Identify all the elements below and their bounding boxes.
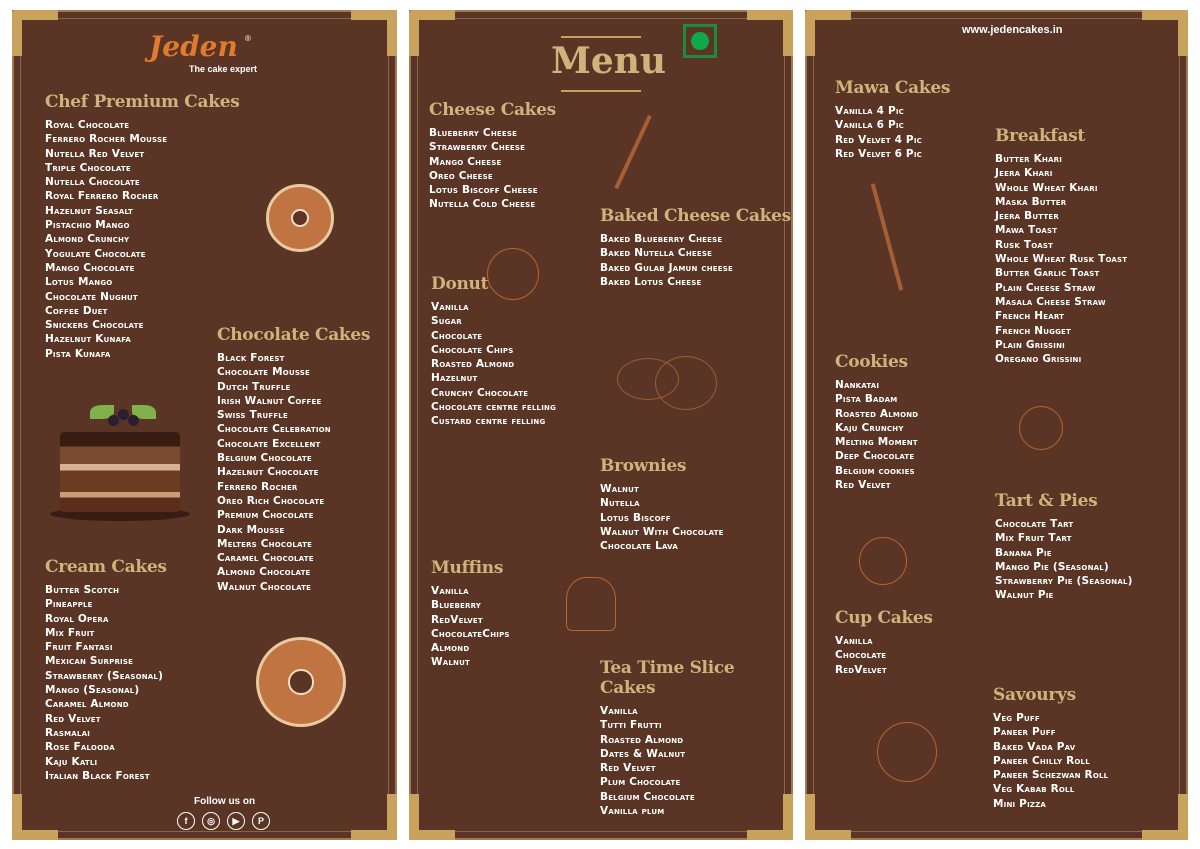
menu-item: Hazelnut Chocolate [217,466,319,479]
gold-corner-ornament [351,794,397,840]
menu-item: Nutella Cold Cheese [429,198,536,211]
section-title: Muffins [431,558,504,578]
menu-item: Butter Khari [995,153,1063,165]
item-list [995,517,1133,603]
menu-item: Pineapple [45,598,93,611]
menu-item: Walnut With Chocolate [600,525,724,538]
menu-item: Hazelnut Kunafa [45,333,131,346]
section-title: Chef Premium Cakes [45,92,240,112]
menu-item: Baked Vada Pav [993,740,1076,753]
menu-item: Premium Chocolate [217,509,314,522]
section-cheese-cakes [429,100,556,212]
menu-item: Plain Grissini [995,338,1065,351]
menu-item: Melting Moment [835,436,918,449]
section-muffins [431,558,510,670]
menu-item: Chocolate centre felling [431,401,557,414]
item-list [600,704,791,818]
menu-item: Custard centre felling [431,415,546,428]
menu-item: Lotus Biscoff [600,511,671,524]
cookie-doodle-icon [859,537,907,585]
gold-corner-ornament [1142,794,1188,840]
youtube-icon[interactable]: ▶ [227,812,245,830]
cinnamon-roll-doodle-icon [877,722,937,782]
menu-item: Lotus Mango [45,276,113,289]
section-savourys [993,685,1108,811]
item-list [835,634,933,677]
menu-item: Walnut [431,656,470,669]
cupcake-doodle-icon [566,577,616,631]
menu-item: Crunchy Chocolate [431,386,529,399]
section-title: Tea Time Slice Cakes [600,658,735,698]
menu-item: Swiss Truffle [217,409,288,422]
section-title: Baked Cheese Cakes [600,206,791,226]
menu-item: Chocolate Mousse [217,366,310,379]
menu-item: Pista Badam [835,393,898,406]
gold-corner-ornament [409,794,455,840]
menu-item: Mawa Toast [995,224,1058,237]
menu-item: Chocolate Nughut [45,290,138,303]
menu-item: Chocolate [835,649,887,662]
menu-item: Dates & Walnut [600,747,686,760]
menu-item: Melters Chocolate [217,537,313,550]
menu-item: Royal Opera [45,612,109,625]
menu-item: Paneer Schezwan Roll [993,769,1109,782]
menu-item: Yogulate Chocolate [45,247,146,260]
menu-item: Masala Cheese Straw [995,295,1106,308]
menu-item: Oreo Rich Chocolate [217,494,325,507]
section-title: Cream Cakes [45,557,167,577]
menu-item: Belgium Chocolate [600,790,695,803]
menu-item: Vanilla [835,635,873,647]
menu-item: RedVelvet [431,613,483,626]
section-cream-cakes [45,557,167,783]
menu-item: Ferrero Rocher [217,480,298,493]
flourish-divider [561,36,641,38]
section-title: Mawa Cakes [835,78,951,98]
flourish-divider [561,90,641,92]
section-title: Savourys [993,685,1076,705]
menu-item: Pistachio Mango [45,219,130,232]
menu-item: Hazelnut Seasalt [45,204,133,217]
menu-item: Belgium Chocolate [217,452,312,465]
gold-corner-ornament [805,10,851,56]
item-list [993,711,1108,811]
menu-item: Strawberry (Seasonal) [45,669,164,682]
gold-corner-ornament [805,794,851,840]
section-title: Breakfast [995,126,1085,146]
menu-item: Walnut [600,483,639,495]
wheat-doodle-icon [871,183,903,290]
veg-symbol-icon [683,24,717,58]
menu-item: Baked Nutella Cheese [600,247,713,260]
menu-item: Blueberry Cheese [429,127,518,139]
menu-item: Mix Fruit Tart [995,532,1072,545]
menu-item: Red Velvet 4 Pic [835,133,922,146]
menu-item: Chocolate Tart [995,518,1074,530]
section-title: Chocolate Cakes [217,325,371,345]
menu-item: Nutella Red Velvet [45,147,145,160]
website-link[interactable]: www.jedencakes.in [962,24,1063,36]
item-list [600,232,791,289]
menu-item: Italian Black Forest [45,769,150,782]
menu-item: Roasted Almond [600,733,684,746]
menu-item: Chocolate Excellent [217,437,321,450]
menu-item: Veg Puff [993,712,1040,724]
menu-item: Rasmalai [45,726,91,739]
menu-item: Baked Blueberry Cheese [600,233,723,245]
menu-item: Vanilla [431,585,469,597]
section-donut [431,274,556,429]
menu-item: Snickers Chocolate [45,319,144,332]
wheat-doodle-icon [614,115,651,189]
item-list [429,126,556,212]
gold-corner-ornament [747,10,793,56]
menu-item: Whole Wheat Khari [995,181,1098,194]
menu-item: Royal Ferrero Rocher [45,190,159,203]
section-title: Donut [431,274,489,294]
section-tart-pies [995,491,1133,603]
item-list [600,482,724,553]
menu-item: Butter Garlic Toast [995,267,1100,280]
section-title: Cookies [835,352,908,372]
menu-item: Kaju Katli [45,755,98,768]
menu-item: Nutella [600,497,640,510]
menu-item: Sugar [431,315,462,328]
item-list [995,152,1127,366]
menu-item: Walnut Pie [995,589,1054,602]
section-title: Tart & Pies [995,491,1098,511]
menu-item: Kaju Crunchy [835,421,904,434]
gold-corner-ornament [351,10,397,56]
gold-corner-ornament [12,10,58,56]
menu-item: RedVelvet [835,663,887,676]
menu-item: Banana Pie [995,546,1052,559]
menu-item: Baked Gulab Jamun cheese [600,261,733,274]
chocolate-cake-illustration [50,397,190,527]
menu-item: ChocolateChips [431,627,510,640]
menu-item: Hazelnut [431,372,478,385]
menu-item: Caramel Almond [45,698,129,711]
section-cup-cakes [835,608,933,677]
menu-item: Black Forest [217,352,285,364]
menu-item: Royal Chocolate [45,119,130,131]
menu-item: Nankatai [835,379,880,391]
section-title: Cheese Cakes [429,100,556,120]
menu-item: Deep Chocolate [835,450,915,463]
menu-item: Strawberry Pie (Seasonal) [995,575,1133,588]
section-chef-premium-cakes [45,92,240,361]
menu-item: Ferrero Rocher Mousse [45,133,168,146]
menu-item: Red Velvet 6 Pic [835,147,922,160]
menu-item: Pista Kunafa [45,347,111,360]
section-cookies [835,352,918,492]
item-list [217,351,370,594]
menu-item: Jeera Khari [995,167,1053,180]
donut-illustration [256,637,346,727]
menu-item: Triple Chocolate [45,161,131,174]
donut-illustration [266,184,334,252]
menu-item: Rose Falooda [45,741,115,754]
menu-item: Almond Chocolate [217,566,311,579]
section-title: Cup Cakes [835,608,933,628]
menu-item: Chocolate Celebration [217,423,331,436]
section-breakfast [995,126,1127,366]
menu-item: French Heart [995,310,1065,323]
menu-item: Mango Pie (Seasonal) [995,560,1109,573]
menu-item: Dark Mousse [217,523,285,536]
menu-item: Rusk Toast [995,238,1054,251]
menu-item: Belgium cookies [835,464,915,477]
menu-item: Nutella Chocolate [45,176,140,189]
menu-item: Coffee Duet [45,304,108,317]
menu-item: Red Velvet [600,762,656,775]
menu-item: Roasted Almond [835,407,919,420]
menu-item: Mini Pizza [993,797,1047,810]
menu-item: Red Velvet [45,712,101,725]
menu-item: Mango Cheese [429,155,502,168]
item-list [835,378,918,492]
brand-logo [149,30,279,84]
menu-item: Red Velvet [835,479,891,492]
section-chocolate-cakes [217,325,370,594]
section-brownies [600,456,724,553]
donut-doodle-icon [1019,406,1063,450]
menu-panel-left [12,10,397,840]
item-list [431,584,510,670]
menu-item: Paneer Puff [993,726,1056,739]
donut-doodle-icon [655,356,717,410]
menu-item: Vanilla 6 Pic [835,119,904,132]
menu-item: Vanilla 4 Pic [835,105,904,117]
menu-item: Chocolate [431,329,483,342]
menu-item: Tutti Frutti [600,719,662,732]
gold-corner-ornament [1142,10,1188,56]
menu-item: Mango Chocolate [45,261,135,274]
menu-item: Walnut Chocolate [217,580,312,593]
menu-item: Baked Lotus Cheese [600,275,702,288]
section-mawa-cakes [835,78,950,161]
donut-doodle-icon [487,248,539,300]
menu-item: Mix Fruit [45,626,95,639]
facebook-icon[interactable]: f [177,812,195,830]
page-title: Menu [551,40,667,82]
menu-item: Paneer Chilly Roll [993,754,1090,767]
menu-item: Whole Wheat Rusk Toast [995,253,1128,266]
menu-item: Blueberry [431,599,482,612]
menu-item: Oreo Cheese [429,169,493,182]
menu-item: Butter Scotch [45,584,120,596]
menu-item: French Nugget [995,324,1071,337]
menu-item: Vanilla plum [600,805,665,818]
menu-item: Roasted Almond [431,358,515,371]
follow-us-label: Follow us on [194,796,256,807]
menu-item: Jeera Butter [995,210,1059,223]
section-tea-time-slice-cakes [600,658,791,818]
menu-item: Mango (Seasonal) [45,684,140,697]
menu-item: Mexican Surprise [45,655,134,668]
section-baked-cheese-cakes [600,206,791,289]
menu-item: Veg Kabab Roll [993,783,1075,796]
menu-item: Irish Walnut Coffee [217,394,322,407]
item-list [835,104,950,161]
item-list [45,583,167,783]
menu-item: Maska Butter [995,195,1067,208]
section-title: Brownies [600,456,687,476]
menu-panel-right [805,10,1188,840]
menu-item: Dutch Truffle [217,380,291,393]
menu-item: Almond Crunchy [45,233,130,246]
item-list [431,300,556,429]
menu-item: Vanilla [431,301,469,313]
menu-item: Lotus Biscoff Cheese [429,184,538,197]
menu-item: Almond [431,642,470,655]
menu-item: Plain Cheese Straw [995,281,1096,294]
registered-mark: ® [245,34,251,43]
menu-item: Fruit Fantasi [45,641,113,654]
menu-item: Caramel Chocolate [217,552,314,565]
gold-corner-ornament [12,794,58,840]
brand-tagline: The cake expert [189,64,258,74]
menu-item: Strawberry Cheese [429,141,526,154]
pinterest-icon[interactable]: P [252,812,270,830]
menu-panel-center [409,10,793,840]
menu-item: Chocolate Chips [431,343,514,356]
menu-item: Plum Chocolate [600,776,681,789]
menu-item: Oregano Grissini [995,353,1082,366]
gold-corner-ornament [409,10,455,56]
item-list [45,118,240,361]
instagram-icon[interactable]: ◎ [202,812,220,830]
menu-item: Chocolate Lava [600,540,678,553]
menu-item: Vanilla [600,705,638,717]
brand-name: Jeden [149,30,238,63]
